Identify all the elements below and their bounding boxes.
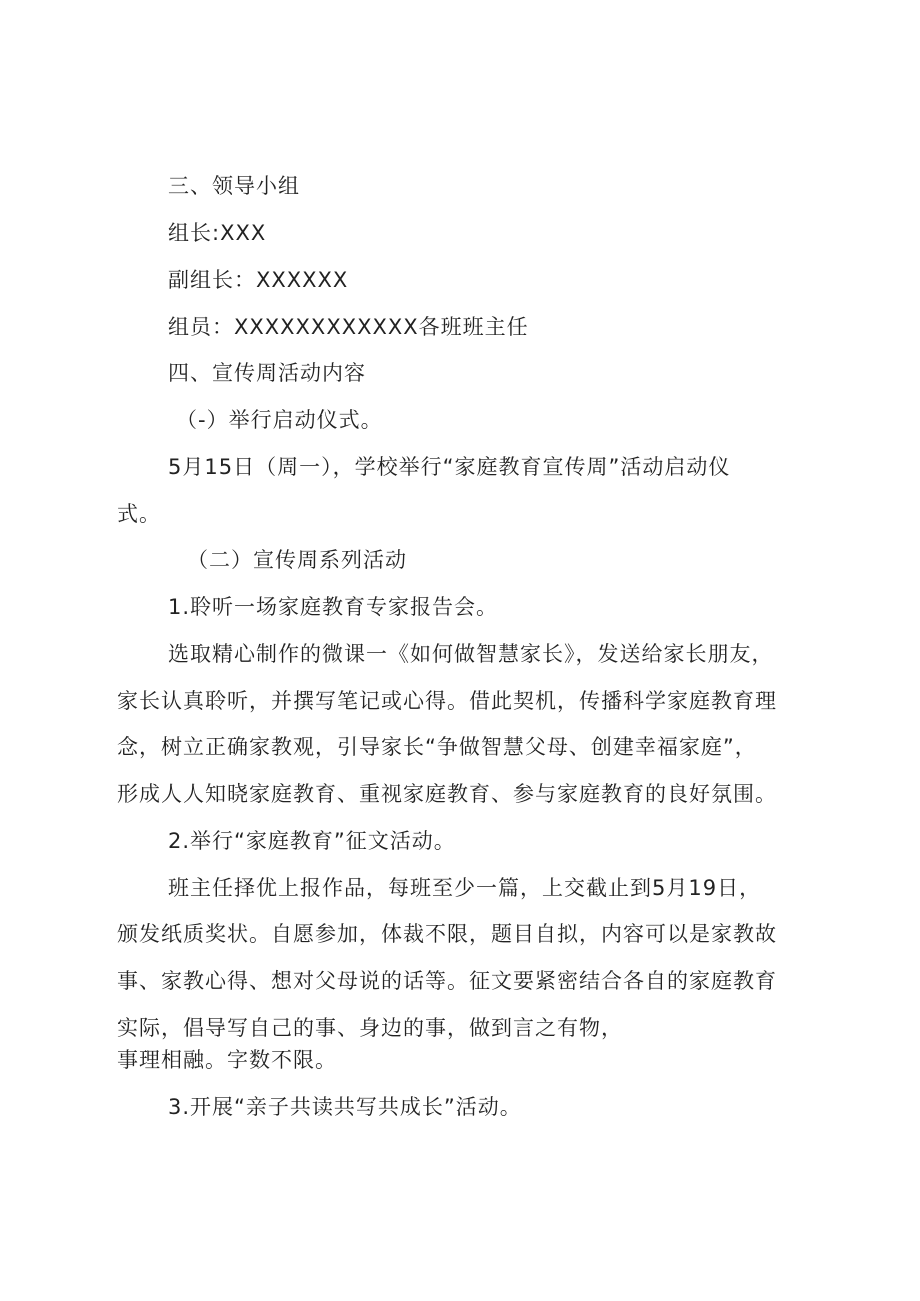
item-2-heading: 2.举行“家庭教育”征文活动。 [168, 829, 456, 853]
item-2-paragraph-line-2: 颁发纸质奖状。自愿参加，体裁不限，题目自拟，内容可以是家教故 [117, 922, 777, 946]
section-heading-activities: 四、宣传周活动内容 [168, 361, 366, 385]
item-2-paragraph-line-4: 实际，倡导写自己的事、身边的事，做到言之有物， [117, 1016, 623, 1040]
item-1-paragraph-line-2: 家长认真聆听，并撰写笔记或心得。借此契机，传播科学家庭教育理 [117, 689, 777, 713]
item-1-paragraph-line-3: 念，树立正确家教观，引导家长“争做智慧父母、创建幸福家庭”， [117, 735, 757, 759]
subheading-launch-ceremony: （-）举行启动仪式。 [176, 408, 383, 432]
team-leader-line: 组长:XXX [168, 221, 267, 245]
item-1-paragraph-line-4: 形成人人知晓家庭教育、重视家庭教育、参与家庭教育的良好氛围。 [117, 782, 777, 806]
item-2-paragraph-line-5: 事理相融。字数不限。 [117, 1048, 337, 1072]
subheading-series-activities: （二）宣传周系列活动 [187, 548, 407, 572]
item-3-heading: 3.开展“亲子共读共写共成长”活动。 [168, 1095, 522, 1119]
item-2-paragraph-line-1: 班主任择优上报作品，每班至少一篇，上交截止到5月19日， [168, 876, 762, 900]
section-heading-leadership: 三、领导小组 [168, 174, 300, 198]
paragraph-launch-line-2: 式。 [117, 502, 161, 526]
paragraph-launch-line-1: 5月15日（周一），学校举行“家庭教育宣传周”活动启动仪 [168, 455, 731, 479]
item-2-paragraph-line-3: 事、家教心得、想对父母说的话等。征文要紧密结合各自的家庭教育 [117, 969, 777, 993]
item-1-paragraph-line-1: 选取精心制作的微课一《如何做智慧家长》，发送给家长朋友， [168, 642, 774, 666]
deputy-leader-line: 副组长：XXXXXX [168, 268, 349, 292]
members-line: 组员：XXXXXXXXXXXX各班班主任 [168, 315, 529, 339]
item-1-heading: 1.聆听一场家庭教育专家报告会。 [168, 595, 499, 619]
